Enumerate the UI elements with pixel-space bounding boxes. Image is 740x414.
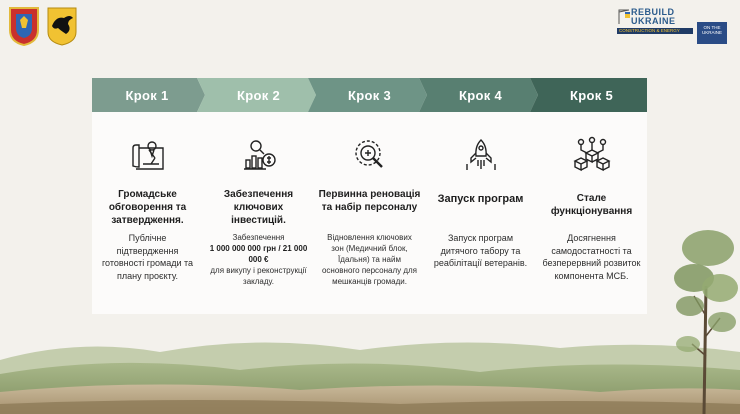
steps-panel [92, 78, 647, 314]
crane-icon [617, 8, 631, 24]
step-5-title: Стале функціонування [550, 193, 633, 217]
investment-icon [240, 136, 278, 174]
city-coat-of-arms-logo [46, 6, 78, 46]
step-2-description [209, 232, 308, 287]
step-2-column [203, 112, 314, 314]
logos [8, 6, 78, 46]
step-1-header: Крок 1 [125, 87, 169, 103]
step-4-description: Запуск програм дитячого табору та реабілітації ветеранів. [433, 233, 528, 268]
steps-body [92, 112, 647, 314]
launch-icon [462, 136, 500, 174]
step-3-header: Крок 3 [348, 87, 391, 103]
blocks-network-icon [573, 136, 611, 174]
step-3-column [314, 112, 425, 314]
step-1-description: Публічне підтвердження готовності громади та плану проєкту. [101, 233, 194, 281]
blueprint-icon [129, 136, 167, 174]
rebuild-title-1: REBUILD [631, 7, 675, 17]
rebuild-bar: CONSTRUCTION & ENERGY [617, 28, 693, 34]
search-gear-icon [351, 136, 389, 174]
step-4-title: Запуск програм [437, 193, 524, 205]
step-3-description: Відновлення ключових зон (Медичний блок, Їдальня) та найм основного персоналу для мешканців громади. [321, 233, 418, 286]
step-3-title: Первинна реновація та набір персоналу [318, 189, 421, 213]
step-2-desc-pre: Забезпечення [232, 233, 285, 242]
landscape-illustration [0, 330, 740, 414]
tree-illustration [664, 226, 740, 414]
step-5-description: Досягнення самодостатності та безперервний розвиток компонента МСБ. [542, 233, 641, 281]
step-5-header: Крок 5 [570, 87, 613, 103]
step-2-header: Крок 2 [237, 87, 280, 103]
step-1-title: Громадське обговорення та затвердження. [108, 189, 187, 226]
rebuild-badge: ON THE UKRAINE [697, 22, 727, 44]
step-4-column [425, 112, 536, 314]
regional-coat-of-arms-logo [8, 6, 40, 46]
steps-header-bar [92, 78, 647, 112]
step-2-desc-post: для викупу і реконструкції закладу. [210, 266, 307, 286]
step-4-header: Крок 4 [459, 87, 502, 103]
step-2-desc-amount: 1 000 000 000 грн / 21 000 000 € [209, 244, 308, 264]
step-2-title: Забезпечення ключових інвестицій. [223, 189, 294, 226]
step-5-column [536, 112, 647, 314]
rebuild-ukraine-logo [617, 8, 729, 46]
step-1-column [92, 112, 203, 314]
rebuild-title-2: UKRAINE [631, 16, 676, 26]
